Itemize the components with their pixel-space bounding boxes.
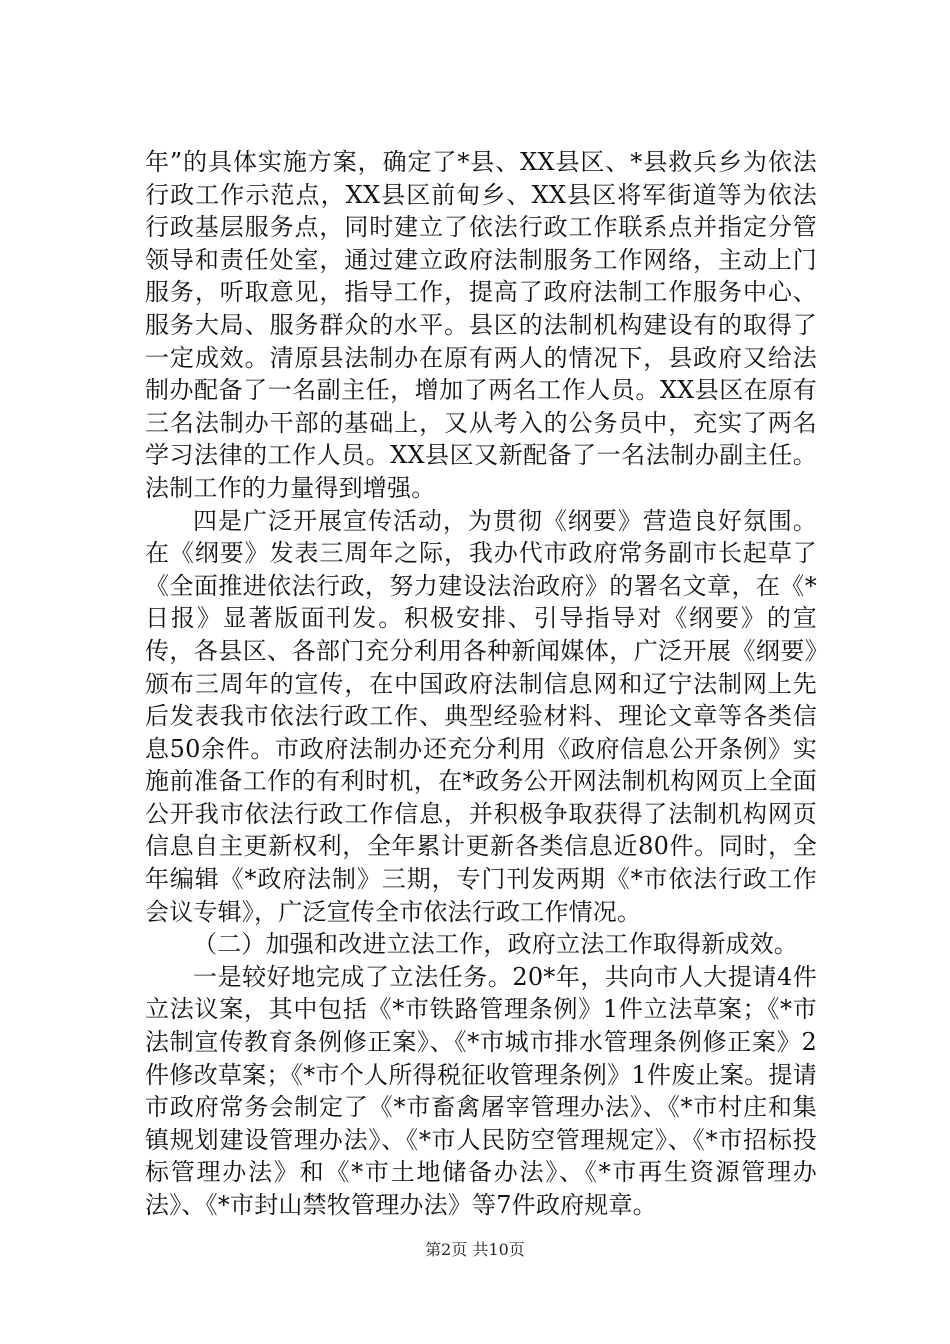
document-body [145,146,817,1222]
section-heading: （二）加强和改进立法工作，政府立法工作取得新成效。 [193,930,798,959]
page-number: 第2页 共10页 [425,1240,525,1259]
paragraph-2: 四是广泛开展宣传活动，为贯彻《纲要》营造良好氛围。在《纲要》发表三周年之际，我办代市政府常务副市长起草了《全面推进依法行政，努力建设法治政府》的署名文章，在《*日报》显著版面刊发。积极安排、引导指导对《纲要》的宣传，各县区、各部门充分利用各种新闻媒体，广泛开展《纲要》颁布三周年的宣传，在中国政府法制信息网和辽宁法制网上先后发表我市依法行政工作、典型经验材料、理论文章等各类信息50余件。市政府法制办还充分利用《政府信息公开条例》实施前准备工作的有利时机，在*政务公开网法制机构网页上全面公开我市依法行政工作信息，并积极争取获得了法制机构网页信息自主更新权利，全年累计更新各类信息近80件。同时，全年编辑《*政府法制》三期，专门刊发两期《*市依法行政工作会议专辑》，广泛宣传全市依法行政工作情况。 [145,506,817,926]
paragraph-3: 一是较好地完成了立法任务。20*年，共向市人大提请4件立法议案，其中包括《*市铁路管理条例》1件立法草案；《*市法制宣传教育条例修正案》、《*市城市排水管理条例修正案》2件修改草案；《*市个人所得税征收管理条例》1件废止案。提请市政府常务会制定了《*市畜禽屠宰管理办法》、《*市村庄和集镇规划建设管理办法》、《*市人民防空管理规定》、《*市招标投标管理办法》和《*市土地储备办法》、《*市再生资源管理办法》、《*市封山禁牧管理办法》等7件政府规章。 [145,962,817,1219]
paragraph-1: 年”的具体实施方案，确定了*县、XX县区、*县救兵乡为依法行政工作示范点，XX县区前甸乡、XX县区将军街道等为依法行政基层服务点，同时建立了依法行政工作联系点并指定分管领导和责任处室，通过建立政府法制服务工作网络，主动上门服务，听取意见，指导工作，提高了政府法制工作服务中心、服务大局、服务群众的水平。县区的法制机构建设有的取得了一定成效。清原县法制办在原有两人的情况下，县政府又给法制办配备了一名副主任，增加了两名工作人员。XX县区在原有三名法制办干部的基础上，又从考入的公务员中，充实了两名学习法律的工作人员。XX县区又新配备了一名法制办副主任。法制工作的力量得到增强。 [145,148,817,502]
